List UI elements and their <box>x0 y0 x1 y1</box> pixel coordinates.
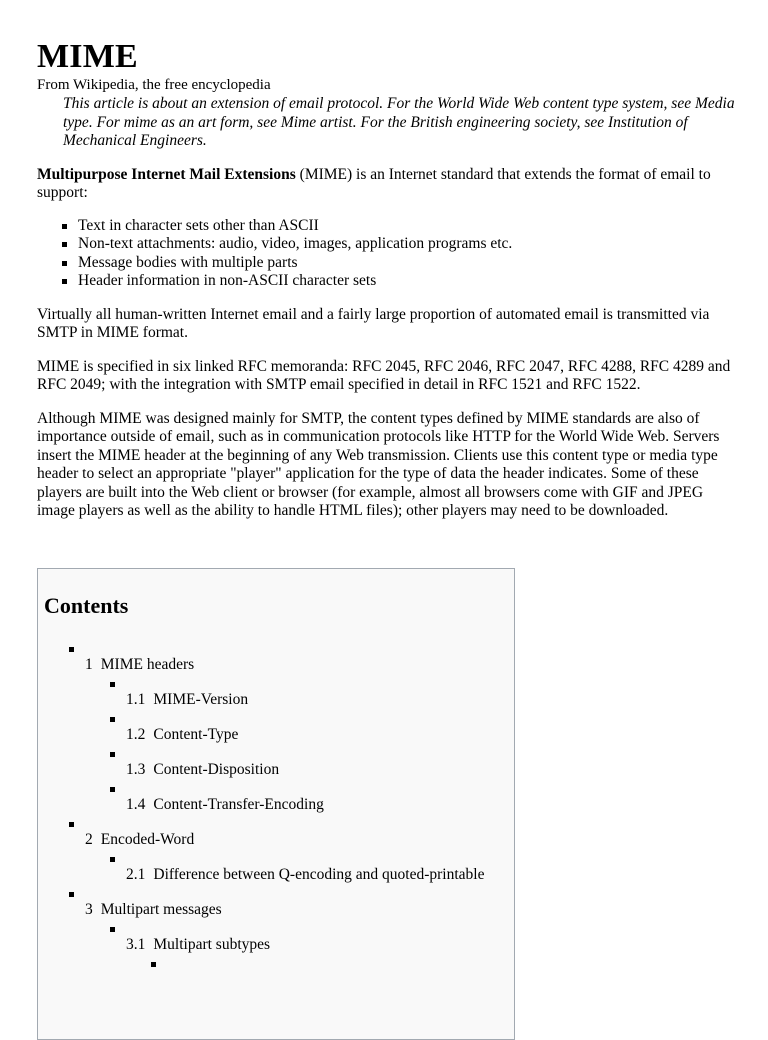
bullet-square-icon <box>110 717 115 722</box>
toc-item-q-encoding-difference[interactable]: 2.1 Difference between Q-encoding and quoted-printable <box>126 866 485 883</box>
bullet-square-icon <box>110 682 115 687</box>
bullet-square-icon <box>62 242 67 247</box>
bullet-square-icon <box>62 279 67 284</box>
page-title: MIME <box>37 38 138 75</box>
list-item: Non-text attachments: audio, video, images, application programs etc. <box>37 235 737 254</box>
toc-item-mime-headers[interactable]: 1 MIME headers <box>85 656 195 673</box>
toc-item-multipart-messages[interactable]: 3 Multipart messages <box>85 901 222 918</box>
list-item: Message bodies with multiple parts <box>37 254 737 273</box>
bullet-square-icon <box>110 927 115 932</box>
toc-item-content-transfer-encoding[interactable]: 1.4 Content-Transfer-Encoding <box>126 796 324 813</box>
bullet-square-icon <box>69 647 74 652</box>
bullet-square-icon <box>110 787 115 792</box>
toc-item-content-disposition[interactable]: 1.3 Content-Disposition <box>126 761 280 778</box>
intro-bold-term[interactable]: Multipurpose Internet Mail Extensions <box>37 165 296 183</box>
paragraph-rfc: MIME is specified in six linked RFC memoranda: RFC 2045, RFC 2046, RFC 2047, RFC 4288, RFC 4289 and RFC 2049; with the integration with SMTP email specified in detail in RFC 1521 and RFC 1522. <box>37 357 731 393</box>
bullet-square-icon <box>151 962 156 967</box>
bullet-square-icon <box>69 892 74 897</box>
paragraph-web: Although MIME was designed mainly for SMTP, the content types defined by MIME standards are also of importance outside of email, such as in communication protocols like HTTP for the World Wide Web. Servers insert the MIME header at the beginning of any Web transmission. Clients use this content type or media type header to select an appropriate "player" application for the type of data the header indicates. Some of these players are built into the Web client or browser (for example, almost all browsers come with GIF and JPEG image players as well as the ability to handle HTML files); other players may need to be downloaded. <box>37 409 720 519</box>
intro-paragraph <box>37 166 737 203</box>
toc-item-multipart-subtypes[interactable]: 3.1 Multipart subtypes <box>126 936 271 953</box>
table-of-contents <box>37 568 515 1040</box>
bullet-square-icon <box>62 261 67 266</box>
toc-heading: Contents <box>44 593 129 618</box>
page-subtitle: From Wikipedia, the free encyclopedia <box>37 77 271 93</box>
paragraph-smtp: Virtually all human-written Internet email and a fairly large proportion of automated email is transmitted via SMTP in MIME format. <box>37 305 710 341</box>
bullet-square-icon <box>69 822 74 827</box>
list-item: Text in character sets other than ASCII <box>37 217 737 236</box>
toc-item-encoded-word[interactable]: 2 Encoded-Word <box>85 831 195 848</box>
toc-item-content-type[interactable]: 1.2 Content-Type <box>126 726 239 743</box>
article <box>37 38 737 521</box>
list-item: Header information in non-ASCII character sets <box>37 272 737 291</box>
toc-item-mime-version[interactable]: 1.1 MIME-Version <box>126 691 249 708</box>
feature-list <box>37 217 737 291</box>
bullet-square-icon <box>62 224 67 229</box>
bullet-square-icon <box>110 857 115 862</box>
intro-text: (MIME) is an Internet standard that extends the format of email to support: <box>37 165 711 201</box>
hatnote[interactable]: This article is about an extension of email protocol. For the World Wide Web content type system, see Media type. For mime as an art form, see Mime artist. For the British engineering society, see Institution of Mechanical Engineers. <box>63 95 735 149</box>
bullet-square-icon <box>110 752 115 757</box>
